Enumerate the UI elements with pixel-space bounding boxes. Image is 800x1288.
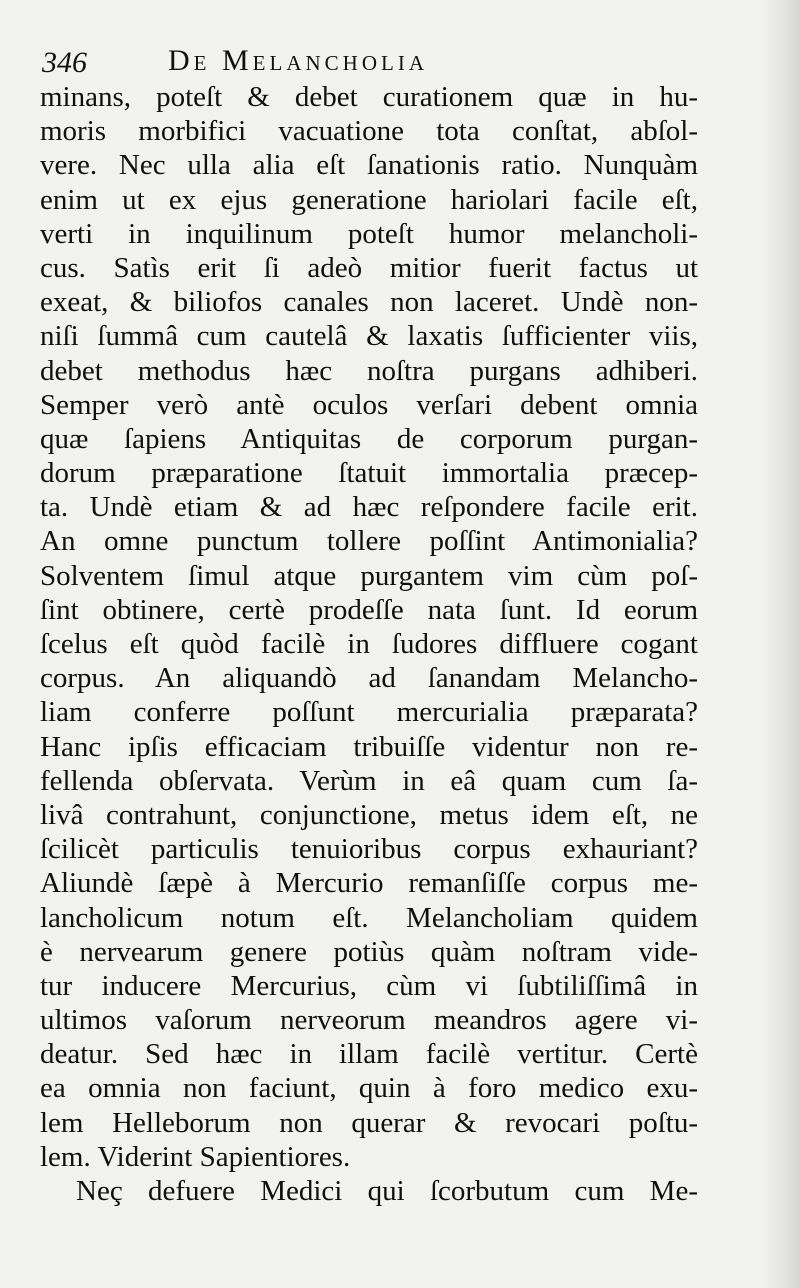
body-text <box>40 80 698 1208</box>
running-head: De Melancholia <box>168 44 428 77</box>
text-line: ſcilicèt particulis tenuioribus corpus exhauriant? <box>40 833 698 866</box>
text-line: enim ut ex ejus generatione hariolari facile eſt, <box>40 183 698 216</box>
text-line: corpus. An aliquandò ad ſanandam Melancho- <box>40 662 698 695</box>
text-line: An omne punctum tollere poſſint Antimonialia? <box>40 525 698 558</box>
text-line: minans, poteſt & debet curationem quæ in hu- <box>40 81 698 113</box>
text-line: ea omnia non faciunt, quin à foro medico exu- <box>40 1072 698 1105</box>
text-line: tur inducere Mercurius, cùm vi ſubtiliſſimâ in <box>40 969 698 1002</box>
text-line: moris morbifici vacuatione tota conſtat, abſol- <box>40 115 698 148</box>
text-line: ſcelus eſt quòd facilè in ſudores diffluere cogant <box>40 628 698 660</box>
paragraph-start-line: Neç defuere Medici qui ſcorbutum cum Me- <box>76 1175 698 1207</box>
text-line: ta. Undè etiam & ad hæc reſpondere facile erit. <box>40 491 698 524</box>
text-line: livâ contrahunt, conjunctione, metus idem eſt, ne <box>40 798 698 831</box>
text-line: lem Helleborum non querar & revocari poſtu- <box>40 1106 698 1139</box>
text-line: debet methodus hæc noſtra purgans adhiberi. <box>40 354 698 387</box>
text-line: Semper verò antè oculos verſari debent omnia <box>40 388 698 421</box>
page-number: 346 <box>42 46 87 79</box>
text-line: exeat, & biliofos canales non laceret. Undè non- <box>40 286 698 319</box>
text-line: è nervearum genere potiùs quàm noſtram vide- <box>40 935 698 968</box>
text-line: quæ ſapiens Antiquitas de corporum purgan- <box>40 422 698 455</box>
page-edge-shadow <box>760 0 800 1288</box>
text-line: lancholicum notum eſt. Melancholiam quidem <box>40 901 698 934</box>
paragraph-end-line: lem. Viderint Sapientiores. <box>40 1140 351 1173</box>
text-line: ſint obtinere, certè prodeſſe nata ſunt. Id eorum <box>40 593 698 626</box>
text-line: Hanc ipſis efficaciam tribuiſſe videntur non re- <box>40 730 698 763</box>
text-line: niſi ſummâ cum cautelâ & laxatis ſufficienter viis, <box>40 320 698 353</box>
text-line: verti in inquilinum poteſt humor melancholi- <box>40 217 698 250</box>
text-line: fellenda obſervata. Verùm in eâ quam cum ſa- <box>40 764 698 797</box>
text-line: deatur. Sed hæc in illam facilè vertitur. Certè <box>40 1038 698 1071</box>
text-line: liam conferre poſſunt mercurialia præparata? <box>40 696 698 729</box>
page-header <box>42 44 742 80</box>
text-line: Solventem ſimul atque purgantem vim cùm poſ- <box>40 559 698 592</box>
text-line: cus. Satìs erit ſi adeò mitior fuerit factus ut <box>40 251 698 284</box>
text-line: vere. Nec ulla alia eſt ſanationis ratio. Nunquàm <box>40 149 698 182</box>
text-line: Aliundè ſæpè à Mercurio remanſiſſe corpus me- <box>40 867 698 900</box>
text-line: dorum præparatione ſtatuit immortalia præcep- <box>40 457 698 490</box>
text-line: ultimos vaſorum nerveorum meandros agere vi- <box>40 1004 698 1037</box>
